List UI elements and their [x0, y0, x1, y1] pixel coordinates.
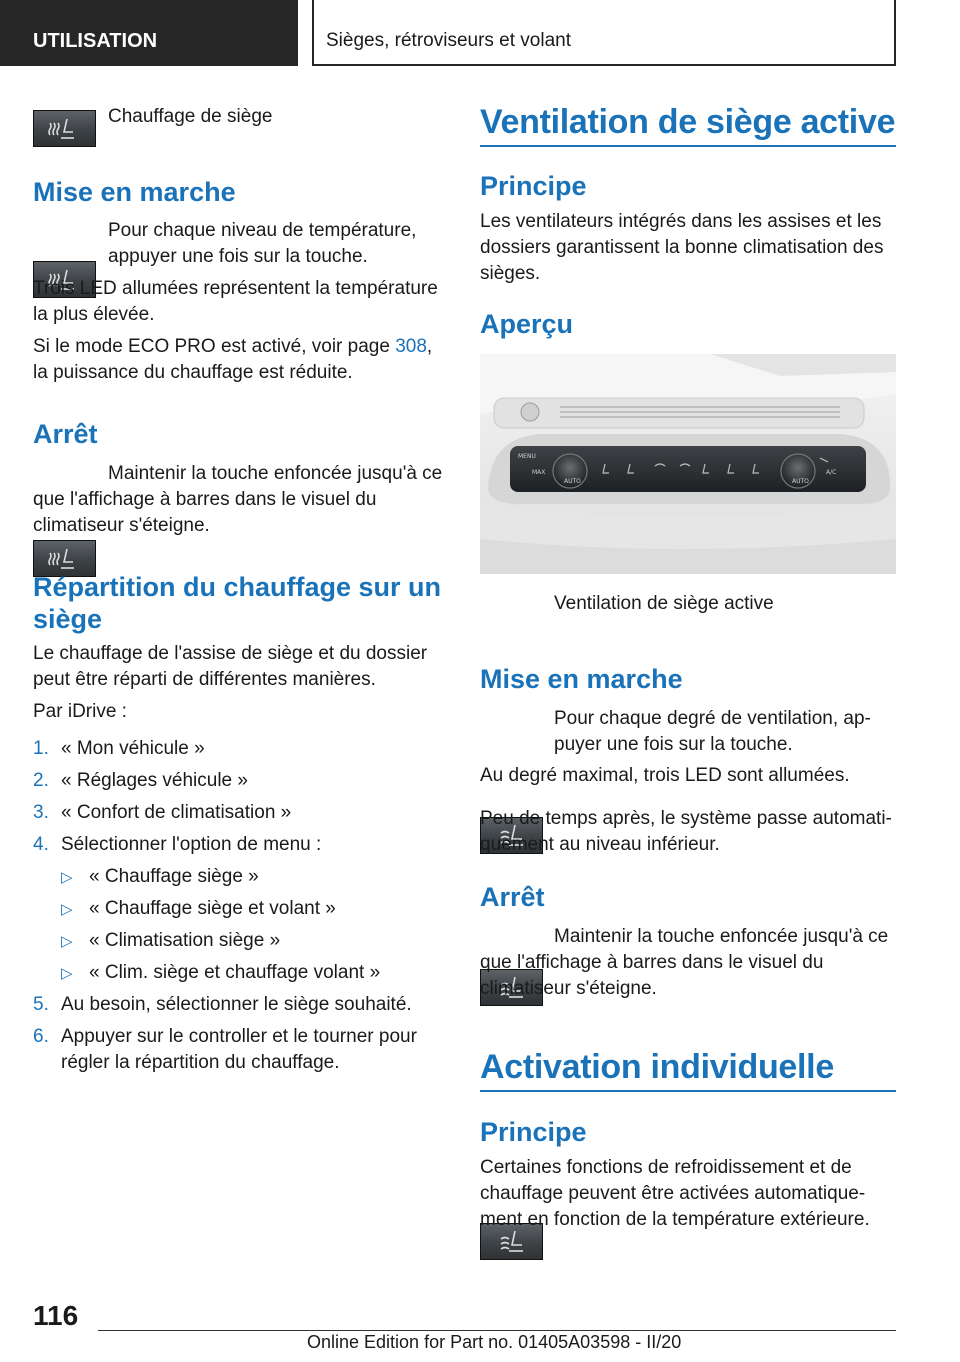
list-item: 6. Appuyer sur le controller et le tourner pour régler la répartition du chauffage.: [33, 1026, 417, 1073]
paragraph: Au degré maximal, trois LED sont allumées.: [480, 765, 850, 786]
title-rule: [480, 145, 896, 147]
list-item: ▷ « Chauffage siège »: [33, 864, 449, 896]
paragraph: Par iDrive :: [33, 701, 127, 722]
heading-overview: Aperçu: [480, 309, 574, 339]
paragraph: Pour chaque degré de ventilation, ap-puyer une fois sur la touche.: [554, 708, 871, 755]
paragraph: Le chauffage de l'assise de siège et du dossier peut être réparti de différentes manières.: [33, 643, 428, 690]
list-item: 2. « Réglages véhicule »: [33, 770, 248, 791]
photo-label-ac: A/C: [826, 469, 837, 476]
caption-seat-ventilation: Ventilation de siège active: [554, 593, 774, 614]
heading-switch-on: Mise en marche: [33, 177, 236, 207]
photo-label-auto-left: AUTO: [564, 478, 581, 485]
triangle-right-icon: ▷: [61, 869, 73, 886]
photo-label-menu: MENU: [518, 453, 536, 460]
list-item: 5. Au besoin, sélectionner le siège souhaité.: [33, 994, 412, 1015]
chapter-title: Sièges, rétroviseurs et volant: [312, 0, 896, 66]
triangle-right-icon: ▷: [61, 933, 73, 950]
page-link[interactable]: 308: [395, 336, 427, 357]
list-item: ▷ « Chauffage siège et volant »: [33, 896, 449, 928]
heading-switch-off: Arrêt: [33, 419, 98, 449]
list-item: ▷ « Climatisation siège »: [33, 928, 449, 960]
left-column: [33, 0, 449, 1073]
paragraph: Si le mode ECO PRO est activé, voir page 308, la puissance du chauffage est réduite.: [33, 336, 433, 383]
climate-panel-photo: [480, 354, 896, 574]
heading-principle: Principe: [480, 171, 587, 201]
paragraph: Maintenir la touche enfoncée jusqu'à ce que l'affichage à barres dans le visuel du climatiseur s'éteigne.: [480, 926, 889, 999]
footer-rule: [98, 1330, 896, 1331]
steps-list: [33, 736, 449, 1076]
heading-switch-off: Arrêt: [480, 882, 545, 912]
triangle-right-icon: ▷: [61, 965, 73, 982]
title-rule: [480, 1090, 896, 1092]
heading-principle: Principe: [480, 1117, 587, 1147]
triangle-right-icon: ▷: [61, 901, 73, 918]
paragraph: Trois LED allumées représentent la température la plus élevée.: [33, 278, 438, 325]
list-item: ▷ « Clim. siège et chauffage volant »: [33, 960, 449, 992]
heading-distribution: Répartition du chauffage sur un siège: [33, 572, 442, 634]
page-number: 116: [33, 1300, 79, 1331]
seat-heating-icon: [33, 110, 96, 147]
list-item: 1. « Mon véhicule »: [33, 738, 205, 759]
list-item: 4. Sélectionner l'option de menu :: [33, 834, 322, 855]
right-column: [480, 0, 896, 1230]
heading-switch-on: Mise en marche: [480, 664, 683, 694]
list-item: 3. « Confort de climatisation »: [33, 802, 292, 823]
title-active-ventilation: Ventilation de siège active: [480, 103, 896, 141]
photo-label-auto-right: AUTO: [792, 478, 809, 485]
paragraph: Les ventilateurs intégrés dans les assises et les dossiers garantissent la bonne climatisation des sièges.: [480, 211, 884, 284]
paragraph: Maintenir la touche enfoncée jusqu'à ce que l'affichage à barres dans le visuel du climatiseur s'éteigne.: [33, 463, 443, 536]
section-tab: UTILISATION: [0, 0, 298, 66]
edition-note: Online Edition for Part no. 01405A03598 - II/20: [307, 1332, 682, 1352]
paragraph: Peu de temps après, le système passe automati-quement au niveau inférieur.: [480, 808, 892, 855]
photo-label-max: MAX: [532, 469, 546, 476]
paragraph: Certaines fonctions de refroidissement et de chauffage peuvent être activées automatique-ment en fonction de la température extérieure.: [480, 1157, 870, 1230]
caption-seat-heating: Chauffage de siège: [108, 106, 273, 127]
paragraph: Pour chaque niveau de température, appuyer une fois sur la touche.: [108, 220, 417, 267]
title-individual-activation: Activation individuelle: [480, 1048, 834, 1086]
